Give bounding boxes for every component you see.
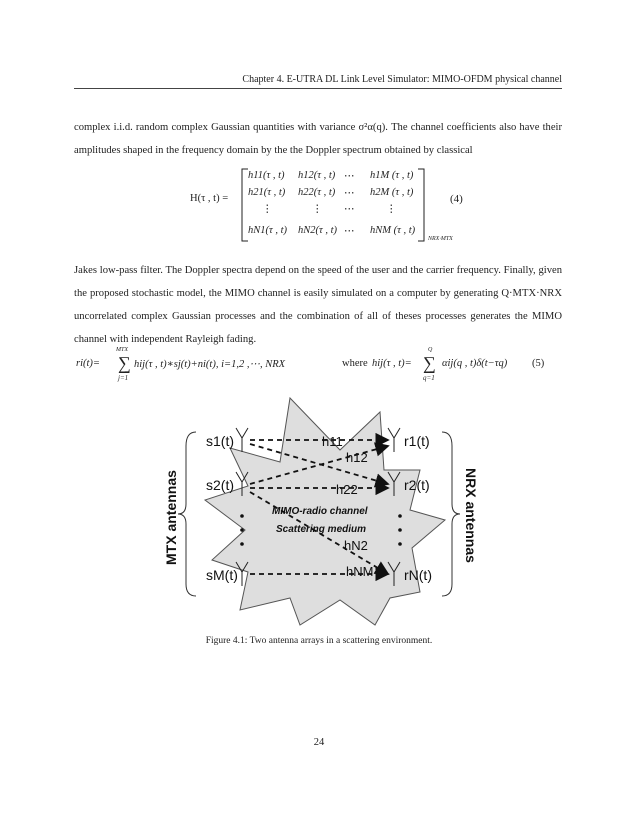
eq4-cell-3-4: ⋮ [386,204,397,215]
eq5-sum2-sigma: ∑ [423,353,436,373]
path-label-hnm: hNM [346,564,374,579]
path-label-h12: h12 [346,450,368,465]
paragraph-doppler: Jakes low-pass filter. The Doppler spectra depend on the speed of the user and the carrier frequency. Finally, given the proposed stochastic model, the MIMO channel is easily simulated on a computer by generating Q·MTX·NRX uncorrelated complex Gaussian processes and the combination of all of theses processes generates the MIMO channel with independent Rayleigh fading. [74,265,562,345]
eq4-subscript: NRX·MTX [428,236,453,242]
tx-signal-2: s2(t) [206,477,234,493]
eq4-cell-2-4: h2M (τ , t) [370,187,414,198]
eq4-lhs: H(τ , t) = [190,193,229,204]
eq5-sum1-bottom: j=1 [118,374,129,382]
eq5-sum2-bottom: q=1 [423,374,435,382]
eq4-cell-1-2: h12(τ , t) [298,170,336,181]
eq4-cell-1-4: h1M (τ , t) [370,170,414,181]
eq5-sum1-sigma: ∑ [118,353,131,373]
rx-signal-2: r2(t) [404,477,430,493]
path-label-h11: h11 [322,434,343,449]
tx-signal-1: s1(t) [206,433,234,449]
eq4-cell-3-1: ⋮ [262,204,273,215]
eq5-number: (5) [532,358,545,369]
path-label-h22: h22 [336,482,358,497]
eq4-cell-3-3: ⋯ [344,204,355,215]
rx-antenna-1 [388,428,400,452]
eq4-cell-1-3: ⋯ [344,171,355,182]
eq4-cell-4-3: ⋯ [344,226,355,237]
eq4-cell-2-2: h22(τ , t) [298,187,336,198]
eq5-lhs: ri(t)= [76,358,100,369]
medium-label-line1: MIMO-radio channel [272,506,368,517]
path-label-hn2: hN2 [344,538,368,553]
page-number: 24 [313,737,325,748]
running-head: Chapter 4. E-UTRA DL Link Level Simulator: MIMO-OFDM physical channel [242,74,562,85]
eq4-cell-1-1: h11(τ , t) [248,170,285,181]
eq4-cell-4-2: hN2(τ , t) [298,225,338,236]
eq4-cell-2-3: ⋯ [344,188,355,199]
figure-caption: Figure 4.1: Two antenna arrays in a scattering environment. [205,636,433,646]
eq5-where: where [342,358,368,369]
eq5-sum1-top: MTX [116,347,128,353]
eq4-cell-4-1: hN1(τ , t) [248,225,288,236]
rx-signal-1: r1(t) [404,433,430,449]
paragraph-intro: complex i.i.d. random complex Gaussian quantities with variance σ²α(q). The channel coefficients also have their amplitudes shaped in the frequency domain by the the Doppler spectrum obtained by classical [74,122,562,156]
medium-label-line2: Scattering medium [276,524,367,535]
eq4-cell-3-2: ⋮ [312,204,323,215]
eq5-sum2-top: Q [428,347,433,353]
eq5-body2: αij(q , t)δ(t−τq) [442,358,508,369]
eq4-cell-4-4: hNM (τ , t) [370,225,416,236]
rx-signal-n: rN(t) [404,567,432,583]
rx-antennas-label: NRX antennas [463,468,479,563]
tx-antennas-label: MTX antennas [163,470,179,565]
eq5-body1: hij(τ , t)∗sj(t)+ni(t), i=1,2 ,⋯, NRX [134,359,286,370]
eq4-cell-2-1: h21(τ , t) [248,187,286,198]
rx-brace [442,432,460,596]
tx-signal-m: sM(t) [206,567,238,583]
tx-brace [178,432,196,596]
eq5-rhs-lhs: hij(τ , t)= [372,358,412,369]
eq4-number: (4) [450,193,463,205]
tx-antenna-1 [236,428,248,452]
